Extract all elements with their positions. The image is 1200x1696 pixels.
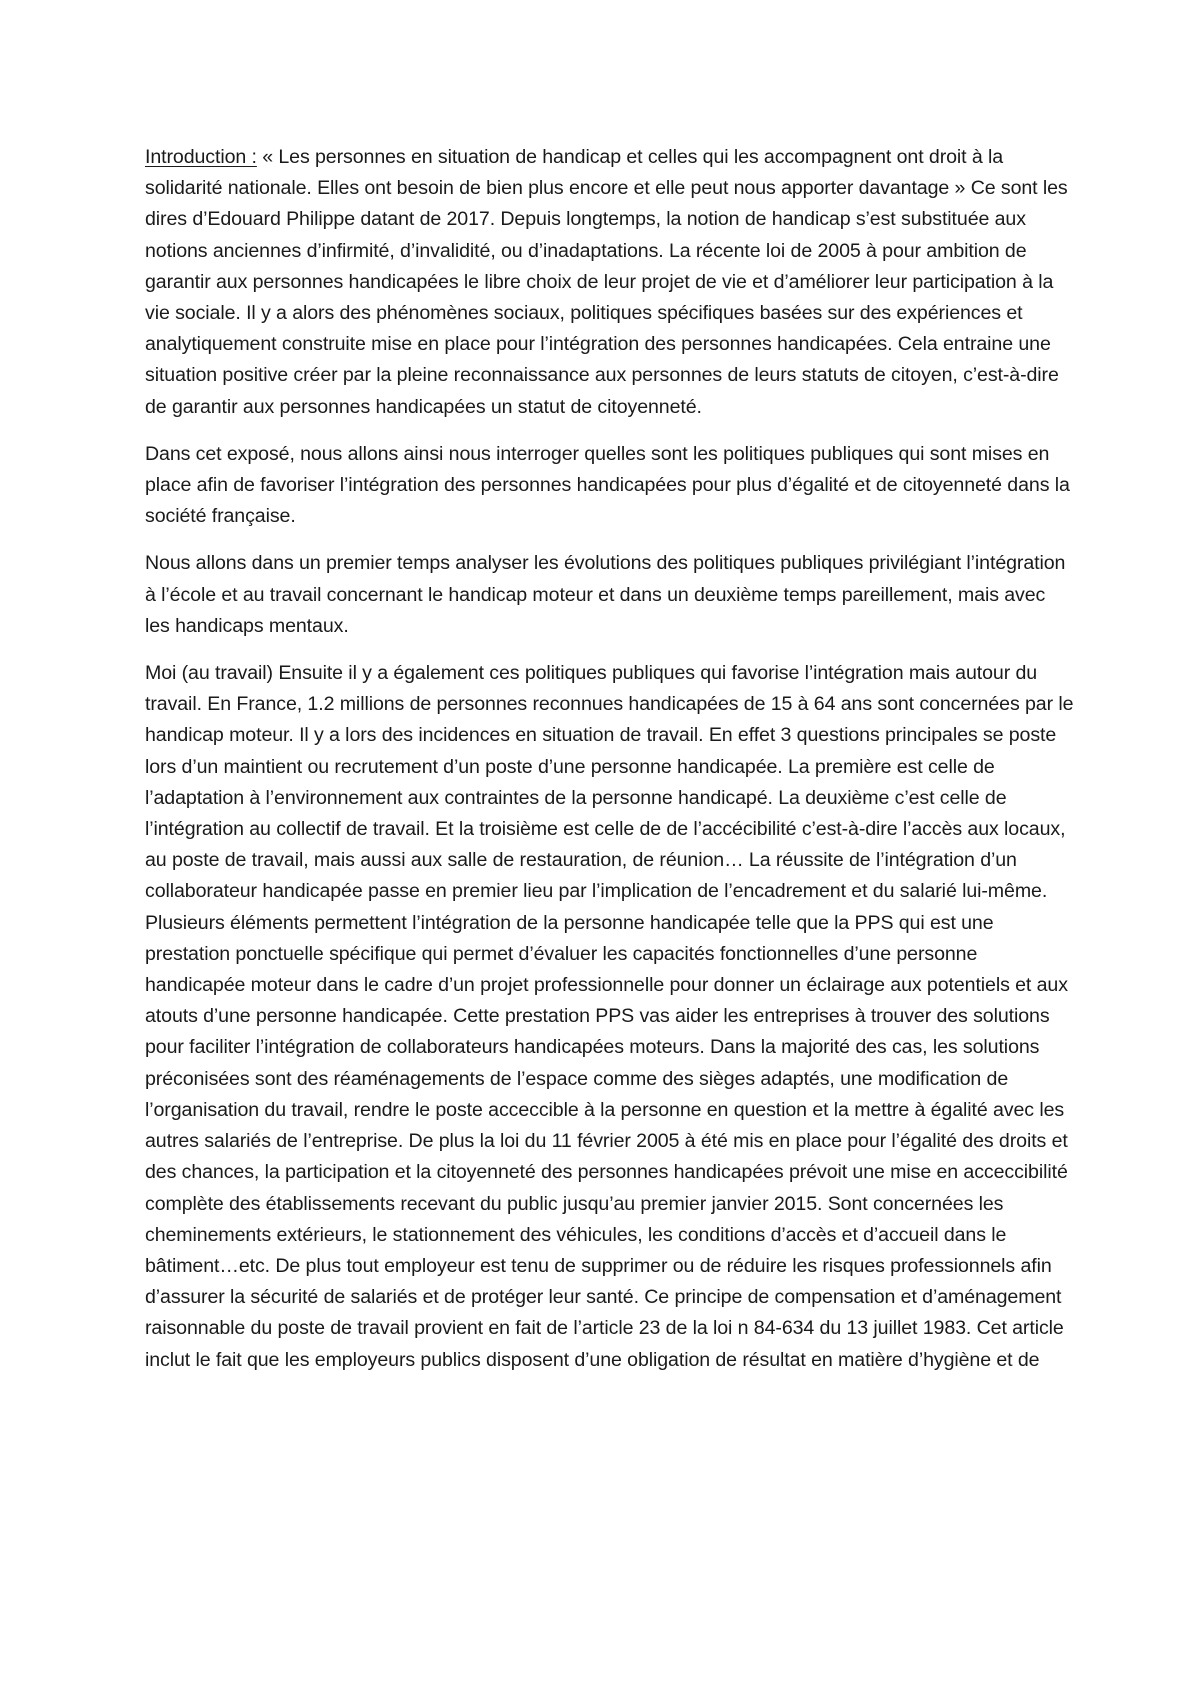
paragraph-text: Dans cet exposé, nous allons ainsi nous interroger quelles sont les politiques publiques qui sont mises en place afin de favoriser l’intégration des personnes handicapées pour plus d’égalité et de citoyenneté dans la société française. <box>145 442 1070 528</box>
introduction-heading: Introduction : <box>145 146 257 168</box>
paragraph-text: Moi (au travail) Ensuite il y a également ces politiques publiques qui favorise l’intégration mais autour du travail. En France, 1.2 millions de personnes reconnues handicapées de 15 à 64 ans sont concernées par le handicap moteur. Il y a lors des incidences en situation de travail. En effet 3 questions principales se poste lors d’un maintient ou recrutement d’un poste d’une personne handicapée. La première est celle de l’adaptation à l’environnement aux contraintes de la personne handicapé. La deuxième c’est celle de l’intégration au collectif de travail. Et la troisième est celle de de l’accécibilité c’est-à-dire l’accès aux locaux, au poste de travail, mais aussi aux salle de restauration, de réunion… La réussite de l’intégration d’un collaborateur handicapée passe en premier lieu par l’implication de l’encadrement et du salarié lui-même. Plusieurs éléments permettent l’intégration de la personne handicapée telle que la PPS qui est une prestation ponctuelle spécifique qui permet d’évaluer les capacités fonctionnelles d’une personne handicapée moteur dans le cadre d’un projet professionnelle pour donner un éclairage aux potentiels et aux atouts d’une personne handicapée. Cette prestation PPS vas aider les entreprises à trouver des solutions pour faciliter l’intégration de collaborateurs handicapées moteurs. Dans la majorité des cas, les solutions préconisées sont des réaménagements de l’espace comme des sièges adaptés, une modification de l’organisation du travail, rendre le poste acceccible à la personne en question et la mettre à égalité avec les autres salariés de l’entreprise. De plus la loi du 11 février 2005 à été mis en place pour l’égalité des droits et des chances, la participation et la citoyenneté des personnes handicapées prévoit une mise en acceccibilité complète des établissements recevant du public jusqu’au premier janvier 2015. Sont concernées les cheminements extérieurs, le stationnement des véhicules, les conditions d’accès et d’accueil dans le bâtiment…etc. De plus tout employeur est tenu de supprimer ou de réduire les risques professionnels afin d’assurer la sécurité de salariés et de protéger leur santé. Ce principe de compensation et d’aménagement raisonnable du poste de travail provient en fait de l’article 23 de la loi n 84-634 du 13 juillet 1983. Cet article inclut le fait que les employeurs publics disposent d’une obligation de résultat en matière d’hygiène et de <box>145 662 1074 1371</box>
paragraph-introduction <box>145 142 1075 423</box>
paragraph-plan <box>145 548 1075 642</box>
document-body <box>145 142 1075 1392</box>
paragraph-text: Nous allons dans un premier temps analyser les évolutions des politiques publiques privilégiant l’intégration à l’école et au travail concernant le handicap moteur et dans un deuxième temps pareillement, mais avec les handicaps mentaux. <box>145 552 1066 637</box>
paragraph-problematique <box>145 439 1075 533</box>
paragraph-travail <box>145 658 1075 1376</box>
paragraph-text: « Les personnes en situation de handicap et celles qui les accompagnent ont droit à la solidarité nationale. Elles ont besoin de bien plus encore et elle peut nous apporter davantage » Ce sont les dires d’Edouard Philippe datant de 2017. Depuis longtemps, la notion de handicap s’est substituée aux notions anciennes d’infirmité, d’invalidité, ou d’inadaptations. La récente loi de 2005 à pour ambition de garantir aux personnes handicapées le libre choix de leur projet de vie et d’améliorer leur participation à la vie sociale. Il y a alors des phénomènes sociaux, politiques spécifiques basées sur des expériences et analytiquement construite mise en place pour l’intégration des personnes handicapées. Cela entraine une situation positive créer par la pleine reconnaissance aux personnes de leurs statuts de citoyen, c’est-à-dire de garantir aux personnes handicapées un statut de citoyenneté. <box>145 146 1068 418</box>
